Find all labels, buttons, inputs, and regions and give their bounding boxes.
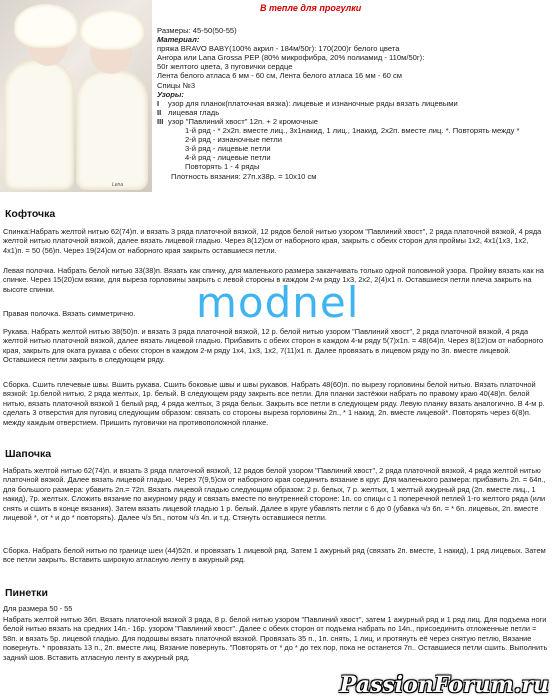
kofta-paragraph: Сборка. Сшить плечевые швы. Вшить рукава. Сшить боковые швы и швы рукавов. Набрать 48(60)п. по вырезу горловины белой нитью. Вязать платочной вязкой: 1р.белой нитью, 2 ряда желтых, 1р. белый. В следующем ряду закрыть все петли. Для планки застёжки набрать по правому краю 40(48)п. белой нитью, вязать платочной вязкой 1 белый ряд, 4 ряда желтых, 3 ряда белых. Закрыть все петли в следующем ряду. Левую планку вязать аналогично. В 4-м р. сделать 3 отверстия для пуговиц следующим образом: связать со стороны выреза горловины 2п., * 1 накид, 2п. вместе лицевой*. Повторять через 6(8)п. между каждым отверстием. Пришить пуговички на противоположной планке. [3,380,545,427]
pattern-text: узор "Павлиний хвост" 12п. + 2 кромочные [168,116,319,126]
pattern-row: 1-й ряд - * 2х2п. вместе лиц., 3х1накид, 1 лиц., 1накид, 2х2п. вместе лиц. *. Повторять между * [185,126,520,136]
baby-cap-left [14,4,78,48]
kofta-paragraph: Рукава. Набрать желтой нитью 38(50)п. и вязать 3 ряда платочной вязкой, 12 р. белой нитью узором "Павлиний хвост", 2 ряда платочной вязкой, 4 ряда желтой нитью платочной вязкой, далее вязать лицевой гладью. Прибавить с обеих сторон в каждом 4-м ряду 5(7)х1п. = 48(64)п. Через 8(12)см от наборного края, закрыть для оката рукава с обеих сторон в каждом 2-м ряду 1х4, 1х3, 1х2, 7(11)х1 п. Далее провязать в лицевом ряду по 3п. вместе лицевой. Оставшиеся петли закрыть в следующем ряду. [3,327,544,365]
section-title-kofta: Кофточка [5,208,56,220]
photo-caption: Lena [112,182,124,188]
pattern-row: 2-й ряд - изнаночные петли [185,135,282,145]
kofta-paragraph: Спинка:Набрать желтой нитью 62(74)п. и вязать 3 ряда платочной вязкой, 12 рядов белой нитью узором "Павлиний хвост", 2 ряда платочной вязкой, 4 ряда желтой нитью платочной вязкой, далее вязать лицевой гладью. Через 8(12)см от наборного края, закрыть с обеих сторон для проймы 1х2, 4х1(1х3, 1х2, 4х1)п. = 50 (56)п. Через 19(24)см от наборного края закрыть оставшиеся петли. [3,227,542,255]
baby-suit-left [4,60,74,190]
pattern-item [157,99,549,108]
kofta-paragraph: Правая полочка. Вязать симметрично. [3,309,136,318]
page-title: В тепле для прогулки [260,3,362,13]
pattern-mark: II [157,107,162,117]
pinetki-paragraph: Для размера 50 - 55 [3,604,73,613]
pinetki-paragraph: Набрать желтой нитью 36п. Вязать платочной вязкой 3 ряда, 8 р. белой нитью узором "Павлиний хвост", затем 1 ажурный ряд и 1 ряд лиц. Для подъема ноги белой нитью вязать на средних 14п.- 16р. узором "Павлиний хвост". Далее с обеих сторон от подъема набрать по 14п., присоединить отложенные петли = 58п. и вязать 5р. лицевой гладью. Для подошвы вязать платочной вязкой. Провязать 35 п., 1п. снять, 1 лиц, и протянуть её через снятую петлю, Вязание повернуть. * провязать 13 п., 2п. вместе лиц. Вязание повернуть. "Повторять от * до * до тех пор, пока не останется 7п.. Оставшиеся петли сшить. Выполнить задний шов. Вставить атласную ленту в ажурный ряд. [3,615,548,662]
baby-cap-right [80,10,144,50]
watermark: modnel [196,278,360,327]
pattern-row: Повторять 1 - 4 ряды [185,162,260,172]
baby-photo [0,0,152,192]
baby-suit-right [76,70,148,190]
pattern-item [157,117,549,126]
spec-block [157,26,549,181]
density-line: Плотность вязания: 27п.х38р. = 10х10 см [171,171,317,181]
material-line: Ангора или Lana Grossa PEP (80% микрофибра, 20% полиамид - 110м/50г): [157,53,425,63]
pattern-row: 4-й ряд - лицевые петли [185,153,271,163]
pattern-mark: III [157,116,164,126]
pattern-row: 3-й ряд - лицевые петли [185,144,271,154]
pattern-item [157,108,549,117]
material-heading: Материал: [157,35,200,45]
pattern-text: лицевая гладь [168,107,220,117]
shapka-paragraph: Набрать желтой нитью 62(74)п. и вязать 3 ряда платочной вязкой, 12 рядов белой узором "Павлиний хвост", 2 ряда платочной вязкой, 4 ряда желтой нитью платочной вязкой. Далее вязать лицевой гладью. Через 7(9,5)см от наборного края соединить вязание в круг. Для маленького размера: прибавить 2п. = 64п., для большого размера: убавить 2п.= 72п. Вязать лицевой гладью следующим образом: 2 р. белых, 7 р. желтых, 1 желтый ажурный ряд (2п. вместе лиц., 1 накид), 7р. желтых. Сложить вязание по ажурному ряду и связать вместе по внутренней стороне: 1п. со спицы с 1 поперечной петлей 1-го желтого ряда (или снять и сшить в конце вязания). Затем вязать лицевой гладью 1 р. белый. Далее в круге убавлять петли с 6 до 0 (убавка ч/з 6п. = * 6п. лицевых, 2п. вместе лицевой *, от * и до * повторять). Далее ч/з 5п., потом ч/з 4п. и т.д. Стянуть оставшиеся петли. [3,466,546,523]
section-title-pinetki: Пинетки [5,587,48,599]
sizes-line: Размеры: 45-50(50-55) [157,26,237,35]
kofta-paragraph: Левая полочка. Набрать белой нитью 33(38)п. Вязать как спинку, для маленького размера заканчивать только одной половиной узора. Пройму вязать как на спинке. Через 15(20)см вязки, для выреза горловины закрыть с левой стороны в каждом 2-м ряду 1х3, 2х2, 2(4)х1 п. Оставшиеся петли плеча закрыть на высоте спинки. [3,266,544,294]
material-line: Лента белого атласа 6 мм - 60 см, Лента белого атласа 16 мм - 60 см [157,71,403,81]
shapka-paragraph: Сборка. Набрать белой нитью по границе шеи (44)52п. и провязать 1 лицевой ряд. Затем 1 ажурный ряд (связать 2п. вместе, 1 накид), 1 ряд лицевых. Затем все петли закрыть. Вставить широкую атласную ленту в ажурный ряд. [3,546,546,565]
patterns-heading: Узоры: [157,89,184,99]
pattern-text: узор для планок(платочная вязка): лицевые и изнаночные ряды вязать лицевыми [168,98,458,108]
material-line: 50г желтого цвета, 3 пуговички сердце [157,62,293,72]
material-line: пряжа BRAVO BABY(100% акрил - 184м/50г): 170(200)г белого цвета [157,44,400,54]
material-line: Спицы №3 [157,80,196,90]
pattern-mark: I [157,98,160,108]
site-logo: PassionForum.ru [339,672,549,698]
section-title-shapka: Шапочка [5,448,52,460]
